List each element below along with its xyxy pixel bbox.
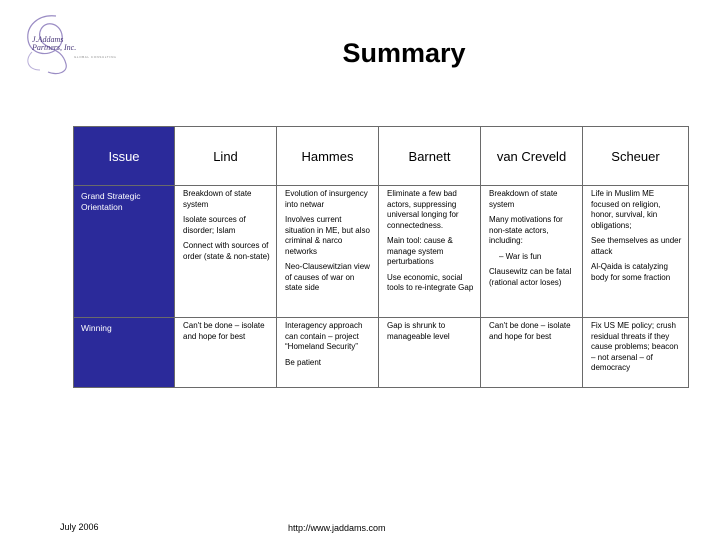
table-cell <box>175 186 277 318</box>
cell-text: Evolution of insurgency into netwar <box>285 189 368 209</box>
footer-url[interactable]: http://www.jaddams.com <box>288 523 386 533</box>
cell-text: Can't be done – isolate and hope for best <box>183 321 265 341</box>
column-header-barnett: Barnett <box>379 127 481 186</box>
logo-tagline: GLOBAL CONSULTING <box>74 55 117 59</box>
row-label: Grand Strategic Orientation <box>74 186 175 318</box>
cell-text: Neo-Clausewitzian view of causes of war on state side <box>285 262 370 292</box>
cell-text: Many motivations for non-state actors, including: <box>489 215 563 245</box>
column-header-van-creveld: van Creveld <box>481 127 583 186</box>
table-cell <box>481 186 583 318</box>
slide-title: Summary <box>342 38 466 68</box>
cell-text: Can't be done – isolate and hope for best <box>489 321 571 341</box>
cell-text: Use economic, social tools to re-integrate Gap <box>387 272 474 292</box>
cell-text: Life in Muslim ME focused on religion, honor, survival, kin obligations; <box>591 189 661 230</box>
column-header-scheuer: Scheuer <box>583 127 689 186</box>
table-row-grand-strategic-orientation <box>74 186 689 318</box>
cell-text: Clausewitz can be fatal (rational actor loses) <box>489 267 572 287</box>
cell-text: See themselves as under attack <box>591 236 682 256</box>
table-cell <box>583 318 689 388</box>
column-header-issue: Issue <box>74 127 175 186</box>
cell-text: Interagency approach can contain – project “Homeland Security” <box>285 321 363 351</box>
cell-text: Involves current situation in ME, but also criminal & narco networks <box>285 215 370 256</box>
row-label: Winning <box>74 318 175 388</box>
cell-text: Main tool: cause & manage system perturbations <box>387 236 453 266</box>
cell-text: – War is fun <box>499 251 542 261</box>
table-cell <box>481 318 583 388</box>
cell-text: Fix US ME policy; crush residual threats if they cause problems; beacon – not arsenal – of democracy <box>591 321 679 372</box>
table-cell <box>277 186 379 318</box>
cell-text: Gap is shrunk to manageable level <box>387 321 450 341</box>
cell-text: Connect with sources of order (state & non-state) <box>183 241 270 261</box>
cell-text: Breakdown of state system <box>183 189 252 209</box>
cell-text: Al-Qaida is catalyzing body for some fraction <box>591 262 671 282</box>
column-header-lind: Lind <box>175 127 277 186</box>
table-row-winning <box>74 318 689 388</box>
column-header-hammes: Hammes <box>277 127 379 186</box>
footer-date: July 2006 <box>60 522 99 532</box>
cell-text: Be patient <box>285 357 322 367</box>
cell-text: Isolate sources of disorder; Islam <box>183 215 246 235</box>
table-cell <box>583 186 689 318</box>
cell-text: Breakdown of state system <box>489 189 558 209</box>
table-header-row <box>74 127 689 186</box>
table-cell <box>277 318 379 388</box>
cell-text: Eliminate a few bad actors, suppressing universal longing for connectedness. <box>387 189 459 230</box>
table-cell <box>379 186 481 318</box>
logo-name: J.Addams Partners, Inc. <box>32 35 77 52</box>
summary-table <box>73 126 689 388</box>
table-cell <box>379 318 481 388</box>
table-cell <box>175 318 277 388</box>
